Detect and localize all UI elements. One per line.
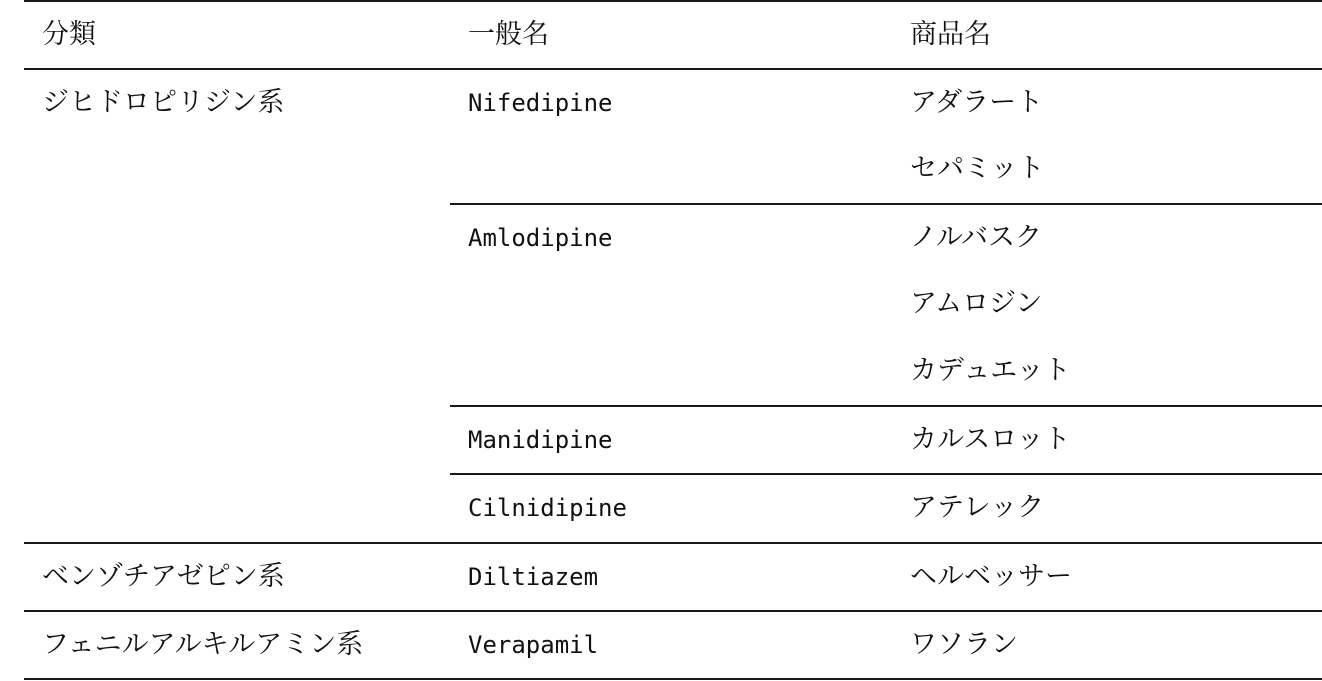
brand-name-cell: ヘルベッサー <box>910 561 1072 592</box>
header-generic-name: 一般名 <box>468 19 549 50</box>
generic-name-cell: Cilnidipine <box>468 494 627 522</box>
brand-name-cell: セパミット <box>910 153 1045 184</box>
brand-name-cell: ワソラン <box>910 629 1018 660</box>
category-cell: ジヒドロピリジン系 <box>42 87 285 118</box>
category-cell: フェニルアルキルアミン系 <box>42 629 364 660</box>
generic-name-cell: Amlodipine <box>468 224 613 252</box>
brand-name-cell: カルスロット <box>910 424 1071 455</box>
table-top-border <box>24 0 1322 2</box>
brand-name-cell: アテレック <box>910 492 1045 523</box>
category-cell: ベンゾチアゼピン系 <box>42 561 285 592</box>
brand-name-cell: アムロジン <box>910 288 1043 319</box>
generic-name-cell: Nifedipine <box>468 89 613 117</box>
brand-name-cell: アダラート <box>910 87 1044 118</box>
brand-name-cell: カデュエット <box>910 355 1071 386</box>
drug-table <box>24 0 1322 681</box>
brand-name-cell: ノルバスク <box>910 222 1043 253</box>
generic-name-cell: Verapamil <box>468 631 599 659</box>
generic-name-cell: Diltiazem <box>468 563 599 591</box>
table-bottom-border <box>24 678 1322 680</box>
header-brand-name: 商品名 <box>910 19 991 50</box>
generic-name-cell: Manidipine <box>468 426 613 454</box>
header-category: 分類 <box>42 19 96 50</box>
